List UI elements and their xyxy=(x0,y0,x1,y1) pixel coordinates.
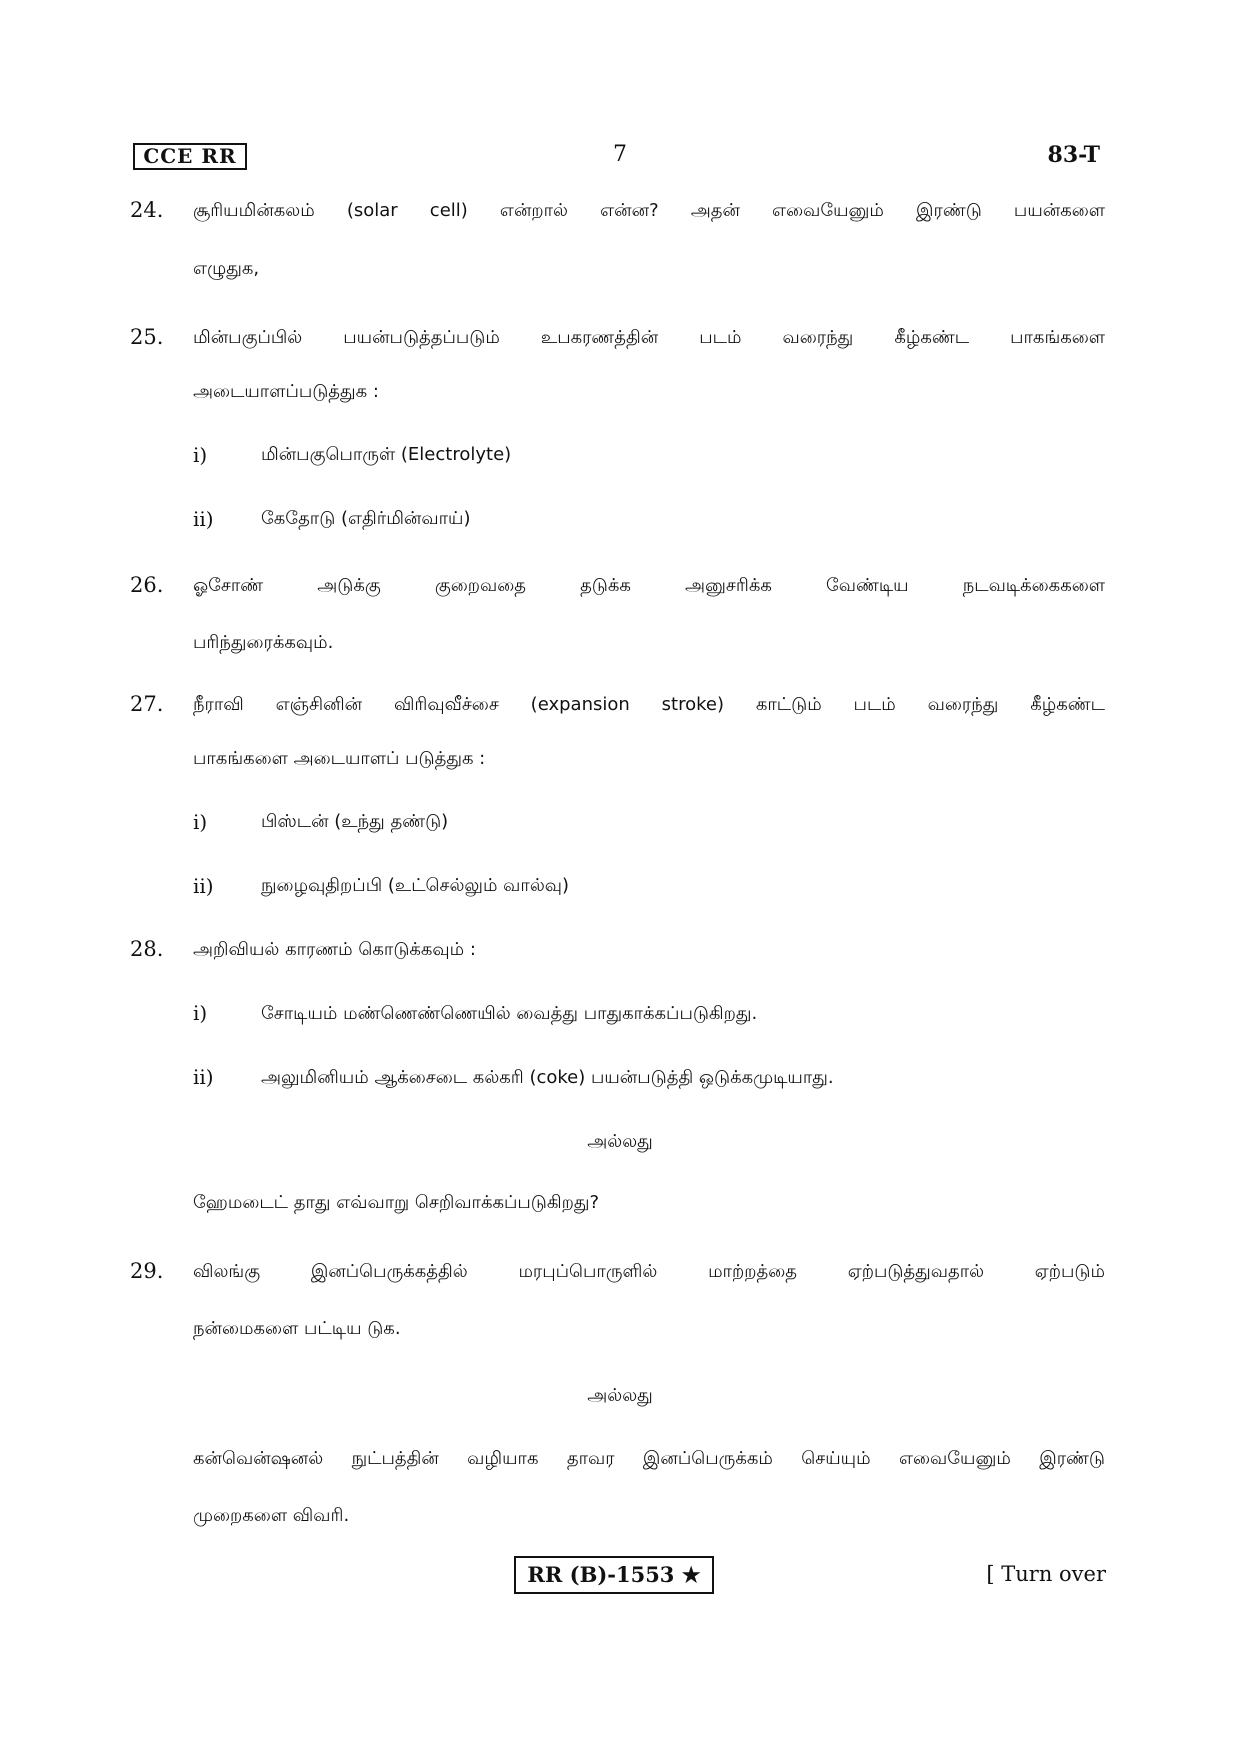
subpart-text: நுழைவுதிறப்பி (உட்செல்லும் வால்வு) xyxy=(261,875,570,896)
question-number: 29. xyxy=(130,1259,164,1283)
alternative-question-text: முறைகளை விவரி. xyxy=(193,1505,350,1526)
subpart-text: சோடியம் மண்ணெண்ணெயில் வைத்து பாதுகாக்கப்படுகிறது. xyxy=(261,1003,758,1024)
question-text-line: பரிந்துரைக்கவும். xyxy=(193,632,334,653)
question-text-line: மின்பகுப்பில் பயன்படுத்தப்படும் உபகரணத்தின் படம் வரைந்து கீழ்கண்ட பாகங்களை xyxy=(193,327,1105,348)
page-number: 7 xyxy=(613,142,627,167)
subpart-label: ii) xyxy=(193,874,214,898)
question-text-line: சூரியமின்கலம் (solar cell) என்றால் என்ன? அதன் எவையேனும் இரண்டு பயன்களை xyxy=(193,200,1105,221)
paper-code: 83-T xyxy=(1047,142,1100,168)
question-text-line: ஓசோண் அடுக்கு குறைவதை தடுக்க அனுசரிக்க வேண்டிய நடவடிக்கைகளை xyxy=(193,575,1105,596)
subpart-label: ii) xyxy=(193,507,214,531)
question-text-line: விலங்கு இனப்பெருக்கத்தில் மரபுப்பொருளில் மாற்றத்தை ஏற்படுத்துவதால் ஏற்படும் xyxy=(193,1261,1105,1282)
question-text-line: நீராவி எஞ்சினின் விரிவுவீச்சை (expansion stroke) காட்டும் படம் வரைந்து கீழ்கண்ட xyxy=(193,694,1105,715)
subpart-text: மின்பகுபொருள் (Electrolyte) xyxy=(261,444,512,465)
question-number: 25. xyxy=(130,325,164,349)
question-text-line: பாகங்களை அடையாளப் படுத்துக : xyxy=(193,748,486,769)
header-code-box: CCE RR xyxy=(133,143,247,170)
turn-over-label: [ Turn over xyxy=(986,1562,1106,1586)
question-number: 26. xyxy=(130,573,164,597)
alternative-question-text: ஹேமடைட் தாது எவ்வாறு செறிவாக்கப்படுகிறது? xyxy=(193,1192,600,1213)
alternative-question-text: கன்வென்ஷனல் நுட்பத்தின் வழியாக தாவர இனப்பெருக்கம் செய்யும் எவையேனும் இரண்டு xyxy=(193,1448,1105,1469)
question-number: 24. xyxy=(130,198,164,222)
or-separator: அல்லது xyxy=(587,1385,653,1406)
subpart-label: i) xyxy=(193,443,208,467)
question-number: 28. xyxy=(130,937,164,961)
subpart-text: பிஸ்டன் (உந்து தண்டு) xyxy=(261,811,449,832)
question-text-line: அறிவியல் காரணம் கொடுக்கவும் : xyxy=(193,939,476,960)
or-separator: அல்லது xyxy=(587,1131,653,1152)
subpart-text: அலுமினியம் ஆக்சைடை கல்கரி (coke) பயன்படுத்தி ஒடுக்கமுடியாது. xyxy=(261,1067,834,1088)
question-text-line: நன்மைகளை பட்டிய டுக. xyxy=(193,1318,401,1339)
subpart-label: ii) xyxy=(193,1065,214,1089)
subpart-label: i) xyxy=(193,1001,208,1025)
question-number: 27. xyxy=(130,692,164,716)
question-text-line: எழுதுக, xyxy=(193,258,260,279)
question-text-line: அடையாளப்படுத்துக : xyxy=(193,381,379,402)
subpart-text: கேதோடு (எதிர்மின்வாய்) xyxy=(261,508,471,529)
footer-paper-code: RR (B)-1553 ★ xyxy=(514,1556,714,1594)
subpart-label: i) xyxy=(193,810,208,834)
